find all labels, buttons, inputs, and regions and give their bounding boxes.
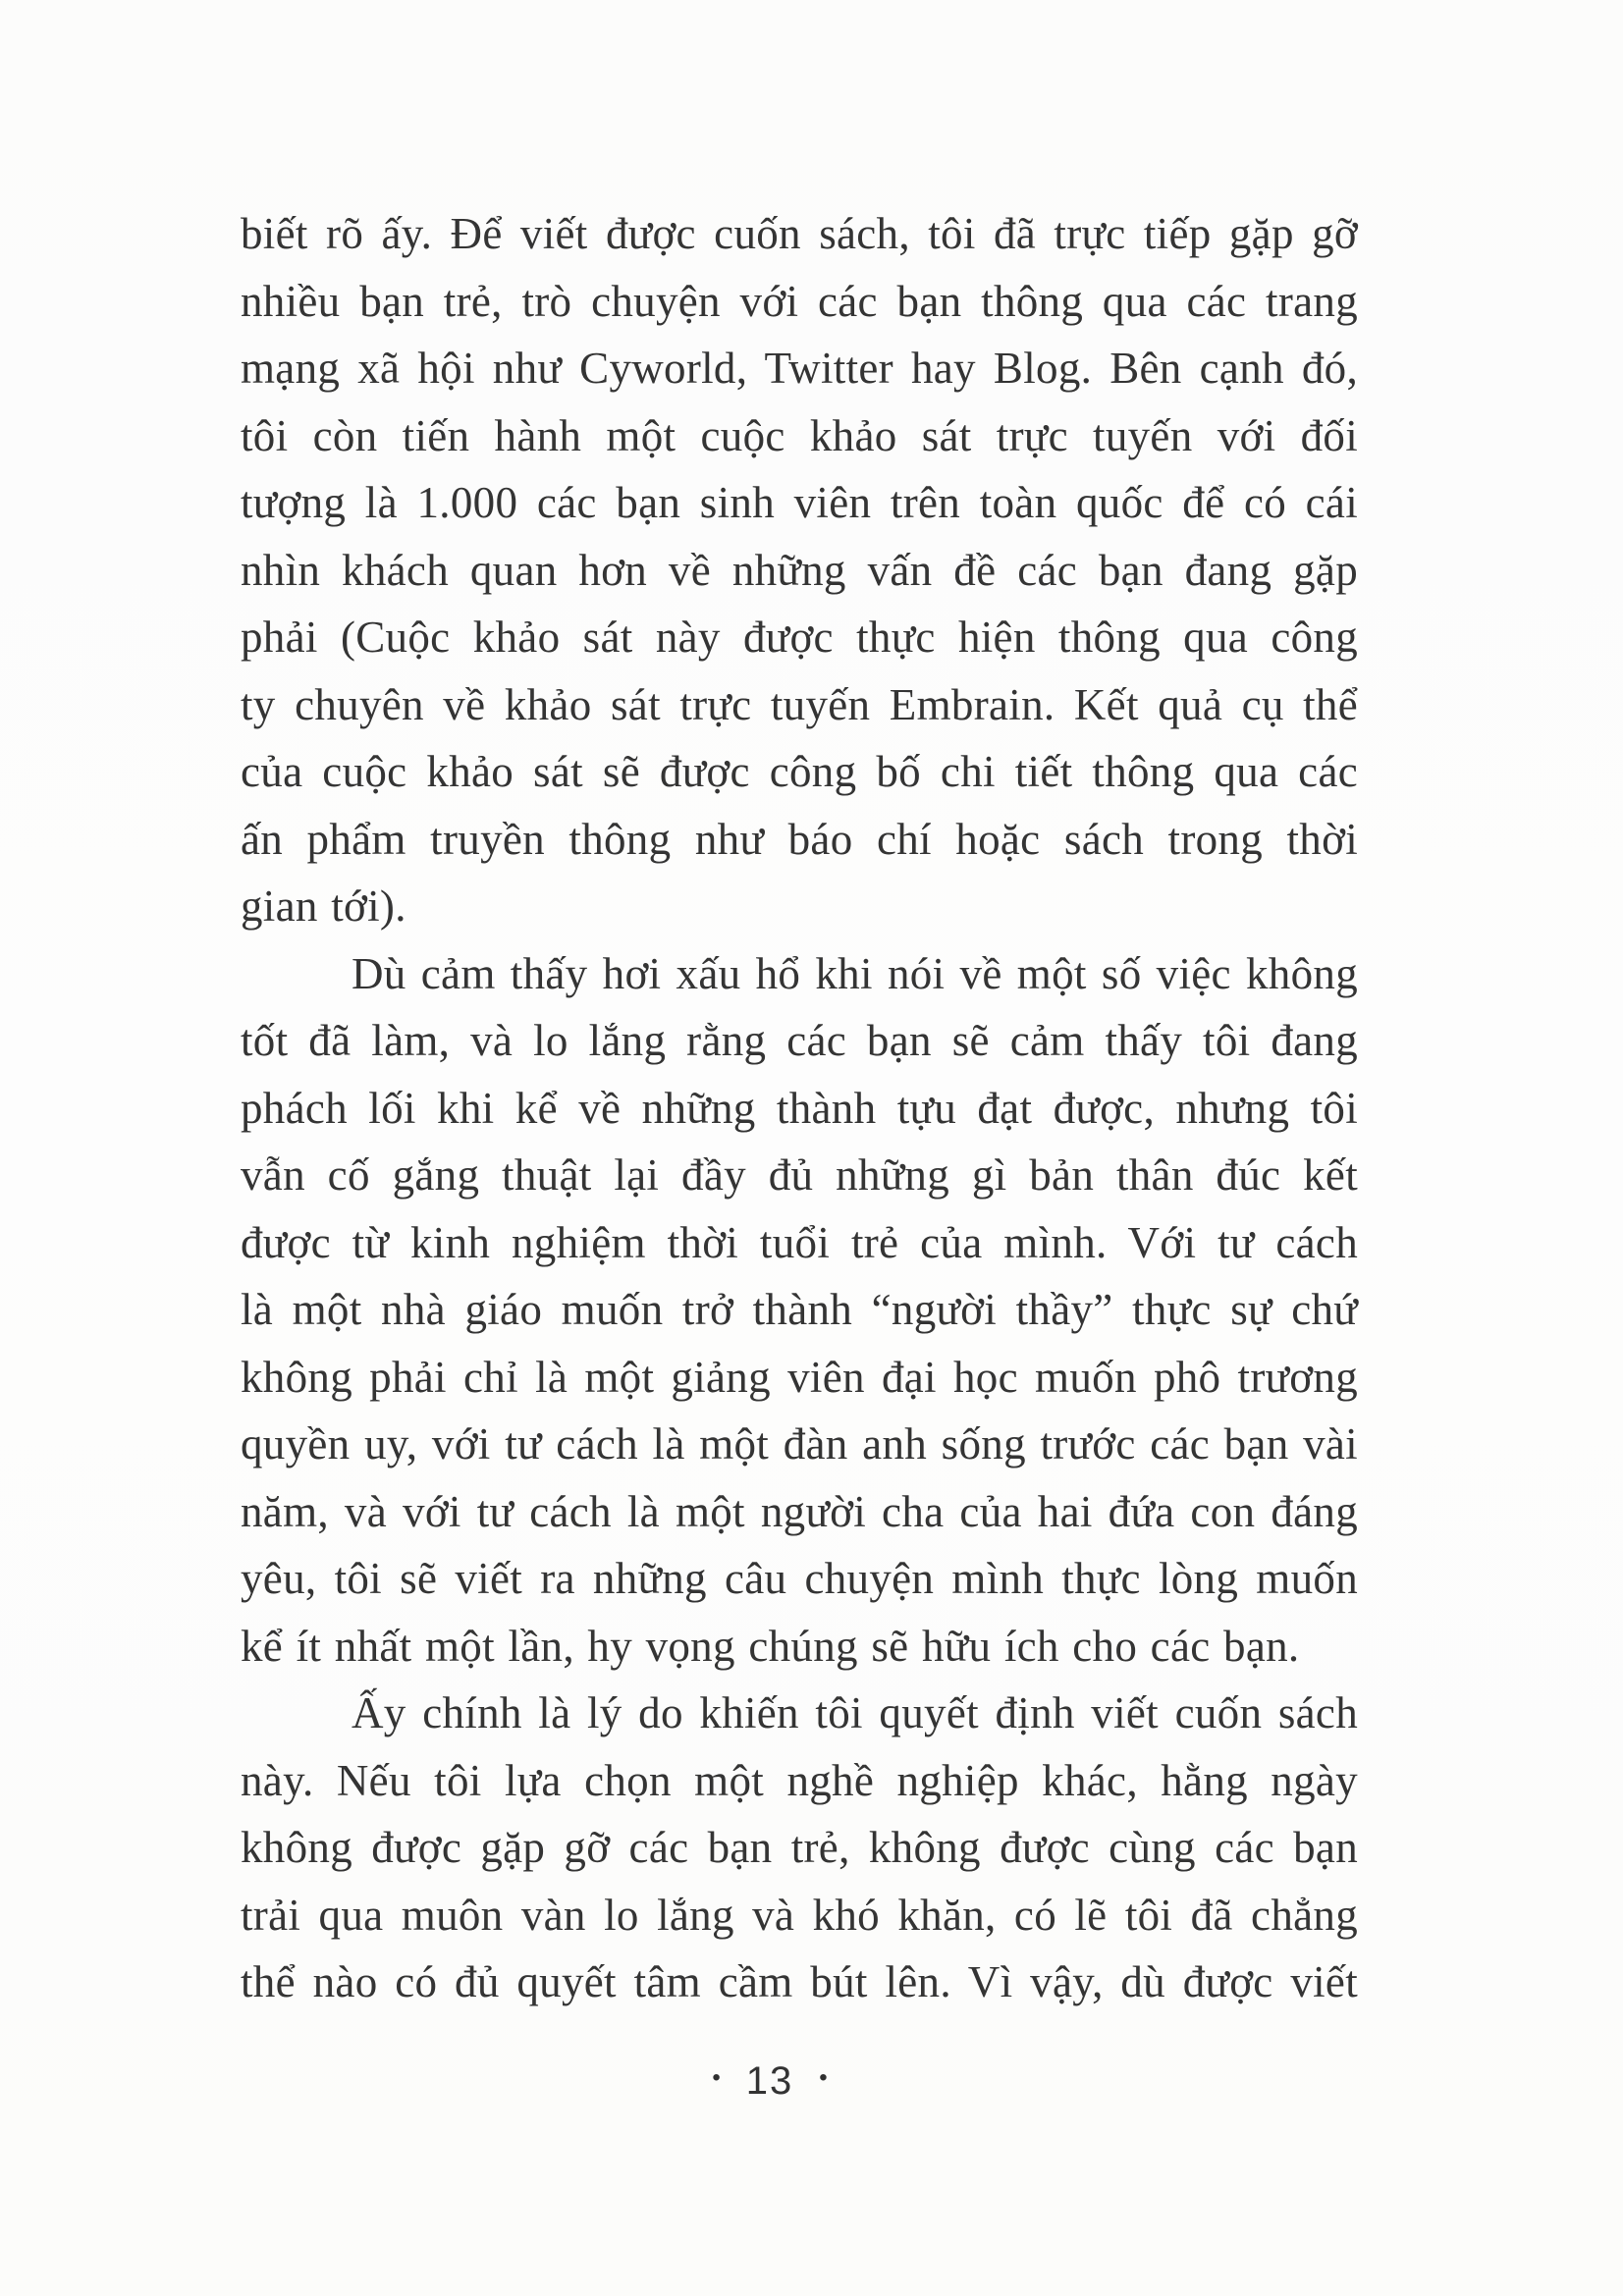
text-line: yêu, tôi sẽ viết ra những câu chuyện mình thực lòng muốn (241, 1554, 1358, 1603)
text-line: này. Nếu tôi lựa chọn một nghề nghiệp khác, hằng ngày (241, 1755, 1358, 1805)
text-line-paragraph-start: Dù cảm thấy hơi xấu hổ khi nói về một số việc không (352, 948, 1358, 998)
text-line: nhìn khách quan hơn về những vấn đề các bạn đang gặp (241, 545, 1358, 595)
text-line: ấn phẩm truyền thông như báo chí hoặc sách trong thời (241, 814, 1358, 864)
text-line: ty chuyên về khảo sát trực tuyến Embrain. Kết quả cụ thể (241, 679, 1358, 729)
page-number: 13 (745, 2059, 794, 2103)
body-text (241, 200, 1358, 2016)
text-line: thể nào có đủ quyết tâm cầm bút lên. Vì vậy, dù được viết (241, 1957, 1358, 2006)
text-line: biết rõ ấy. Để viết được cuốn sách, tôi đã trực tiếp gặp gỡ (241, 209, 1358, 258)
text-line: mạng xã hội như Cyworld, Twitter hay Blog. Bên cạnh đó, (241, 344, 1358, 393)
text-line: của cuộc khảo sát sẽ được công bố chi tiết thông qua các (241, 747, 1358, 796)
footer-left-bullet: • (712, 2064, 721, 2091)
text-line: tôi còn tiến hành một cuộc khảo sát trực tuyến với đối (241, 410, 1358, 460)
text-line: nhiều bạn trẻ, trò chuyện với các bạn thông qua các trang (241, 276, 1358, 326)
text-line: tượng là 1.000 các bạn sinh viên trên toàn quốc để có cái (241, 478, 1358, 527)
text-line: phải (Cuộc khảo sát này được thực hiện thông qua công (241, 613, 1358, 662)
text-line: quyền uy, với tư cách là một đàn anh sống trước các bạn vài (241, 1419, 1358, 1468)
footer-right-bullet: • (819, 2064, 828, 2091)
text-line: không được gặp gỡ các bạn trẻ, không được cùng các bạn (241, 1823, 1358, 1872)
text-line-paragraph-end: kể ít nhất một lần, hy vọng chúng sẽ hữu ích cho các bạn. (241, 1621, 1300, 1671)
text-line: năm, và với tư cách là một người cha của hai đứa con đáng (241, 1486, 1358, 1536)
text-line: phách lối khi kể về những thành tựu đạt được, nhưng tôi (241, 1083, 1358, 1133)
text-line: được từ kinh nghiệm thời tuổi trẻ của mình. Với tư cách (241, 1217, 1358, 1267)
text-line: trải qua muôn vàn lo lắng và khó khăn, có lẽ tôi đã chẳng (241, 1890, 1358, 1940)
text-line: tốt đã làm, và lo lắng rằng các bạn sẽ cảm thấy tôi đang (241, 1016, 1358, 1065)
text-line-paragraph-end: gian tới). (241, 881, 406, 931)
text-line: vẫn cố gắng thuật lại đầy đủ những gì bản thân đúc kết (241, 1150, 1358, 1200)
text-line: không phải chỉ là một giảng viên đại học muốn phô trương (241, 1352, 1358, 1402)
text-line: là một nhà giáo muốn trở thành “người thầy” thực sự chứ (241, 1285, 1358, 1334)
page-footer (211, 2057, 1328, 2105)
text-line-paragraph-start: Ấy chính là lý do khiến tôi quyết định viết cuốn sách (352, 1688, 1358, 1737)
